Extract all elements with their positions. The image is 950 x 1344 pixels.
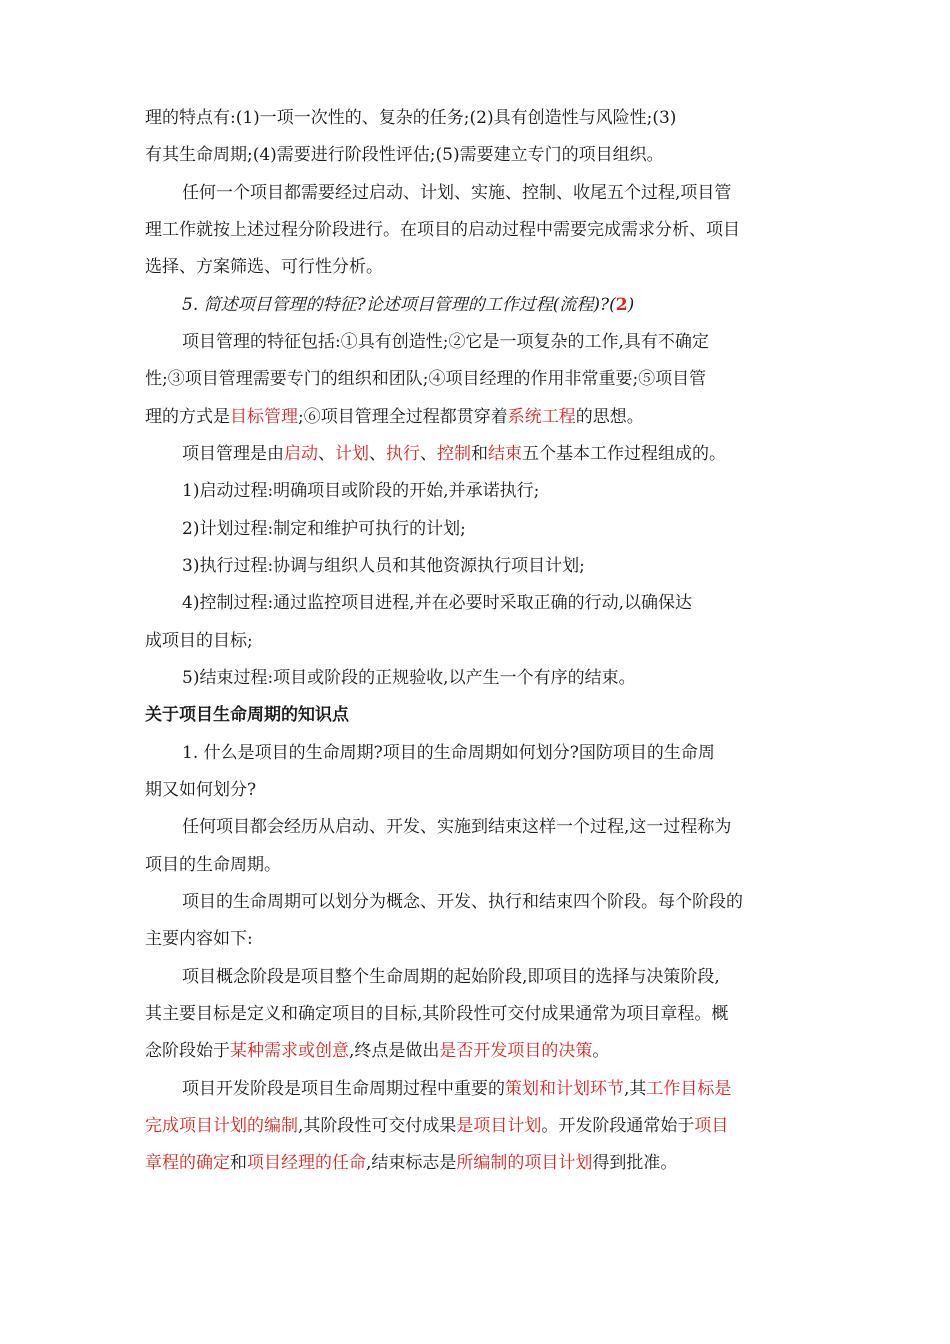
highlight-text: 启动 [284, 444, 318, 464]
text-line [145, 623, 805, 660]
highlight-text: 章程的确定 [145, 1153, 230, 1173]
text-run: 得到批准。 [592, 1153, 678, 1173]
list-item [182, 511, 805, 548]
text-line [145, 212, 805, 249]
highlight-text: 系统工程 [507, 407, 576, 427]
highlight-text: 目标管理 [230, 407, 298, 427]
text-line [145, 100, 805, 137]
text-line [182, 959, 805, 996]
text-run: ) [627, 295, 635, 315]
text-run: 项目管理的特征包括:①具有创造性;②它是一项复杂的工作,具有不确定 [182, 332, 709, 352]
text-run: 5. 简述项目管理的特征?论述项目管理的工作过程(流程)?( [182, 295, 616, 315]
list-item [182, 660, 805, 697]
highlight-text: 所编制的项目计划 [456, 1153, 593, 1173]
text-run: 项目概念阶段是项目整个生命周期的起始阶段,即项目的选择与决策阶段, [182, 967, 720, 987]
text-run: 有其生命周期;(4)需要进行阶段性评估;(5)需要建立专门的项目组织。 [145, 145, 664, 165]
text-run: 2)计划过程:制定和维护可执行的计划; [182, 519, 466, 539]
text-line [182, 884, 805, 921]
text-run: ,结束标志是 [366, 1153, 457, 1173]
text-run: 任何项目都会经历从启动、开发、实施到结束这样一个过程,这一过程称为 [182, 817, 732, 837]
text-line [182, 436, 805, 473]
text-run: 理的特点有:(1)一项一次性的、复杂的任务;(2)具有创造性与风险性;(3) [145, 108, 677, 128]
section-heading [145, 697, 805, 734]
highlight-text: 计划 [335, 444, 369, 464]
text-line [145, 847, 805, 884]
text-run: 的思想。 [575, 407, 644, 427]
text-run: 理的方式是 [145, 407, 230, 427]
text-run: 任何一个项目都需要经过启动、计划、实施、控制、收尾五个过程,项目管 [182, 183, 732, 203]
highlight-text: 某种需求或创意 [230, 1041, 349, 1061]
text-run: 念阶段始于 [145, 1041, 230, 1061]
text-run: 。开发阶段通常始于 [541, 1116, 695, 1136]
highlight-text: 完成项目计划的编制 [145, 1116, 298, 1136]
text-run: 主要内容如下: [145, 929, 253, 949]
text-line [182, 324, 805, 361]
text-run: 其主要目标是定义和确定项目的目标,其阶段性可交付成果通常为项目章程。概 [145, 1004, 729, 1024]
list-item [182, 548, 805, 585]
text-run: 1)启动过程:明确项目或阶段的开始,并承诺执行; [182, 481, 540, 501]
text-run: 理工作就按上述过程分阶段进行。在项目的启动过程中需要完成需求分析、项目 [145, 220, 740, 240]
text-run: 关于项目生命周期的知识点 [145, 705, 349, 725]
text-line [182, 175, 805, 212]
text-run: ,其 [624, 1079, 647, 1099]
list-item [182, 585, 805, 622]
text-run: 和 [471, 444, 488, 464]
text-run: ,其阶段性可交付成果 [298, 1116, 457, 1136]
text-line [145, 996, 805, 1033]
highlight-text: 控制 [437, 444, 471, 464]
text-run: 4)控制过程:通过监控项目进程,并在必要时采取正确的行动,以确保达 [182, 593, 692, 613]
text-run: 、 [318, 444, 335, 464]
text-run: 、 [420, 444, 437, 464]
highlight-text: 项目 [694, 1116, 729, 1136]
highlight-text: 是否开发项目的决策 [439, 1041, 593, 1061]
text-run: 项目的生命周期可以划分为概念、开发、执行和结束四个阶段。每个阶段的 [182, 892, 743, 912]
text-run: 成项目的目标; [145, 631, 253, 651]
text-run: 5)结束过程:项目或阶段的正规验收,以产生一个有序的结束。 [182, 668, 636, 688]
text-line [182, 1071, 805, 1108]
highlight-text: 执行 [386, 444, 420, 464]
text-run: 期又如何划分? [145, 780, 257, 800]
highlight-text: 是项目计划 [456, 1116, 542, 1136]
highlight-text: 结束 [488, 444, 522, 464]
text-run: 3)执行过程:协调与组织人员和其他资源执行项目计划; [182, 556, 585, 576]
highlight-text: 项目经理的任命 [247, 1153, 366, 1173]
highlight-text: 2 [615, 295, 628, 315]
text-line [145, 1145, 805, 1182]
text-run: 项目开发阶段是项目生命周期过程中重要的 [182, 1079, 505, 1099]
text-run: 项目的生命周期。 [145, 855, 281, 875]
text-run: 。 [592, 1041, 610, 1061]
text-run: 选择、方案筛选、可行性分析。 [145, 257, 383, 277]
highlight-text: 工作目标是 [646, 1079, 732, 1099]
question-heading [182, 287, 805, 324]
text-line [145, 137, 805, 174]
text-line [145, 1108, 805, 1145]
text-line [145, 772, 805, 809]
text-line [145, 921, 805, 958]
text-line [145, 1033, 805, 1070]
list-item [182, 473, 805, 510]
text-line [145, 399, 805, 436]
text-run: ;⑥项目管理全过程都贯穿着 [298, 407, 508, 427]
text-run: 和 [230, 1153, 247, 1173]
text-run: 性;③项目管理需要专门的组织和团队;④项目经理的作用非常重要;⑤项目管 [145, 369, 707, 389]
text-run: 五个基本工作过程组成的。 [522, 444, 726, 464]
text-line [145, 361, 805, 398]
question-heading [182, 735, 805, 772]
highlight-text: 策划和计划环节 [505, 1079, 624, 1099]
text-run: 、 [369, 444, 386, 464]
text-line [145, 249, 805, 286]
text-run: 项目管理是由 [182, 444, 284, 464]
text-line [182, 809, 805, 846]
text-run: 1. 什么是项目的生命周期?项目的生命周期如何划分?国防项目的生命周 [182, 743, 715, 763]
text-run: ,终点是做出 [349, 1041, 440, 1061]
